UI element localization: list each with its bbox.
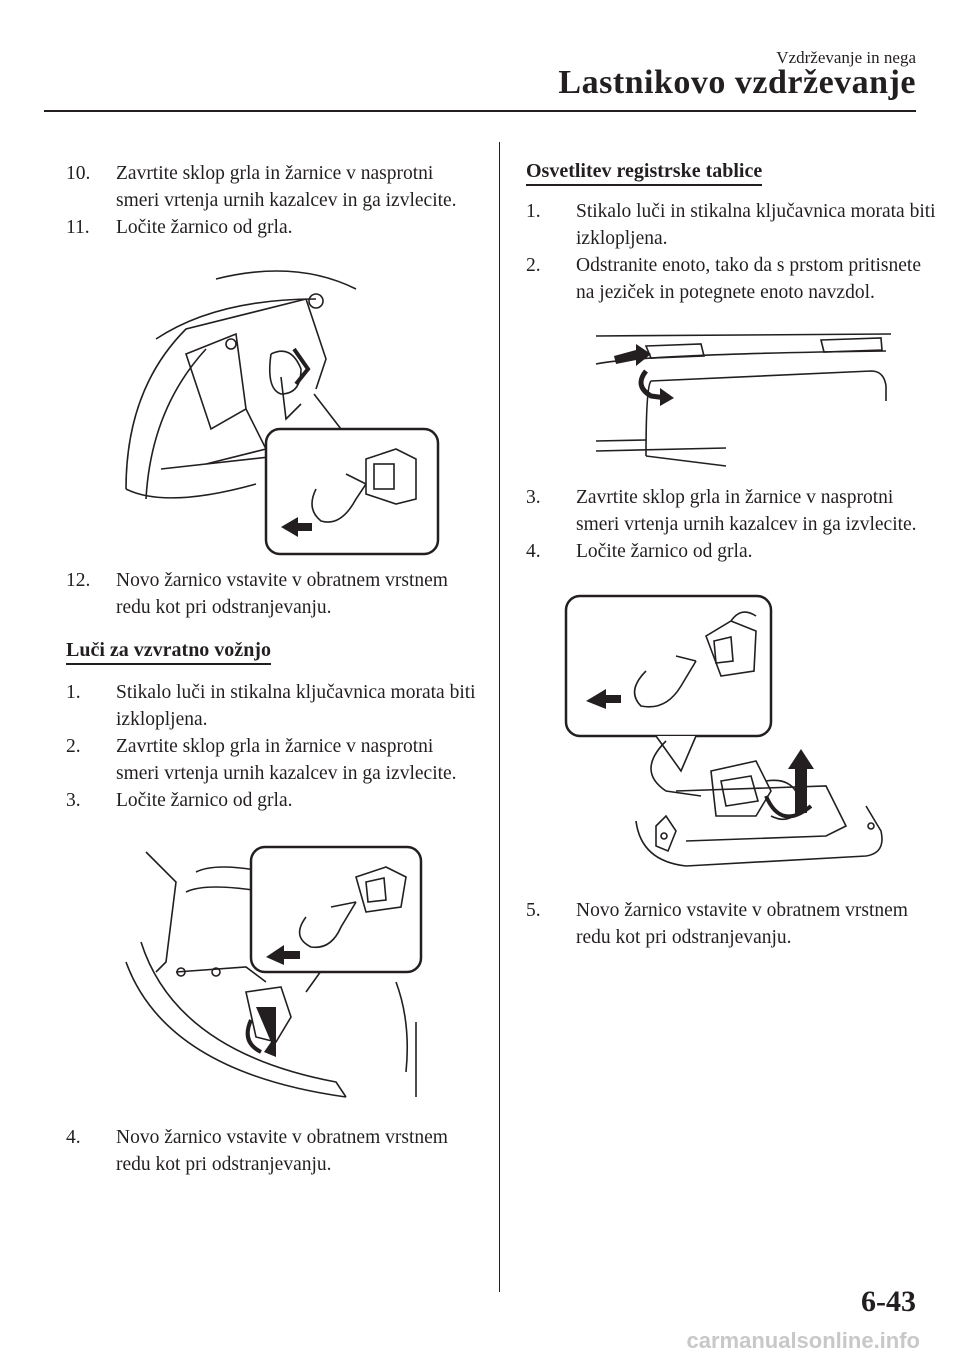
figure-license-plate-bulb-removal [526,591,896,881]
plate-step-4: 4. Ločite žarnico od grla. [526,541,753,562]
plate-step-5: 5. Novo žarnico vstavite v obratnem vrstnem redu kot pri odstranjevanju. [526,900,908,948]
figure-license-plate-lamp-removal [526,326,896,476]
reverse-step-3: 3. Ločite žarnico od grla. [66,790,293,811]
section-heading-license-plate-light: Osvetlitev registrske tablice [526,160,762,186]
page-title: Lastnikovo vzdrževanje [558,64,916,101]
step-11: 11. Ločite žarnico od grla. [66,217,293,238]
plate-step-2: 2. Odstranite enoto, tako da s prstom pritisnete na jeziček in potegnete enoto navzdol. [526,255,921,303]
header-rule [44,110,916,112]
reverse-step-2: 2. Zavrtite sklop grla in žarnice v nasprotni smeri vrtenja urnih kazalcev in ga izvlecite. [66,736,457,784]
watermark: carmanualsonline.info [686,1328,920,1353]
left-column [66,160,476,1178]
step-10: 10. Zavrtite sklop grla in žarnice v nasprotni smeri vrtenja urnih kazalcev in ga izvlecite. [66,163,457,211]
reverse-step-1: 1. Stikalo luči in stikalna ključavnica morata biti izklopljena. [66,682,476,730]
section-heading-reverse-lights: Luči za vzvratno vožnjo [66,639,271,665]
reverse-step-4: 4. Novo žarnico vstavite v obratnem vrstnem redu kot pri odstranjevanju. [66,1127,448,1175]
column-divider [499,142,500,1292]
plate-step-3: 3. Zavrtite sklop grla in žarnice v nasprotni smeri vrtenja urnih kazalcev in ga izvlecite. [526,487,917,535]
figure-reverse-lamp-bulb-removal [66,842,456,1112]
figure-rear-lamp-bulb-removal [66,259,446,559]
header-section-label: Vzdrževanje in nega [776,48,916,67]
page-number: 6-43 [861,1285,916,1318]
right-column [526,160,936,951]
plate-step-1: 1. Stikalo luči in stikalna ključavnica morata biti izklopljena. [526,201,936,249]
step-12: 12. Novo žarnico vstavite v obratnem vrstnem redu kot pri odstranjevanju. [66,570,448,618]
